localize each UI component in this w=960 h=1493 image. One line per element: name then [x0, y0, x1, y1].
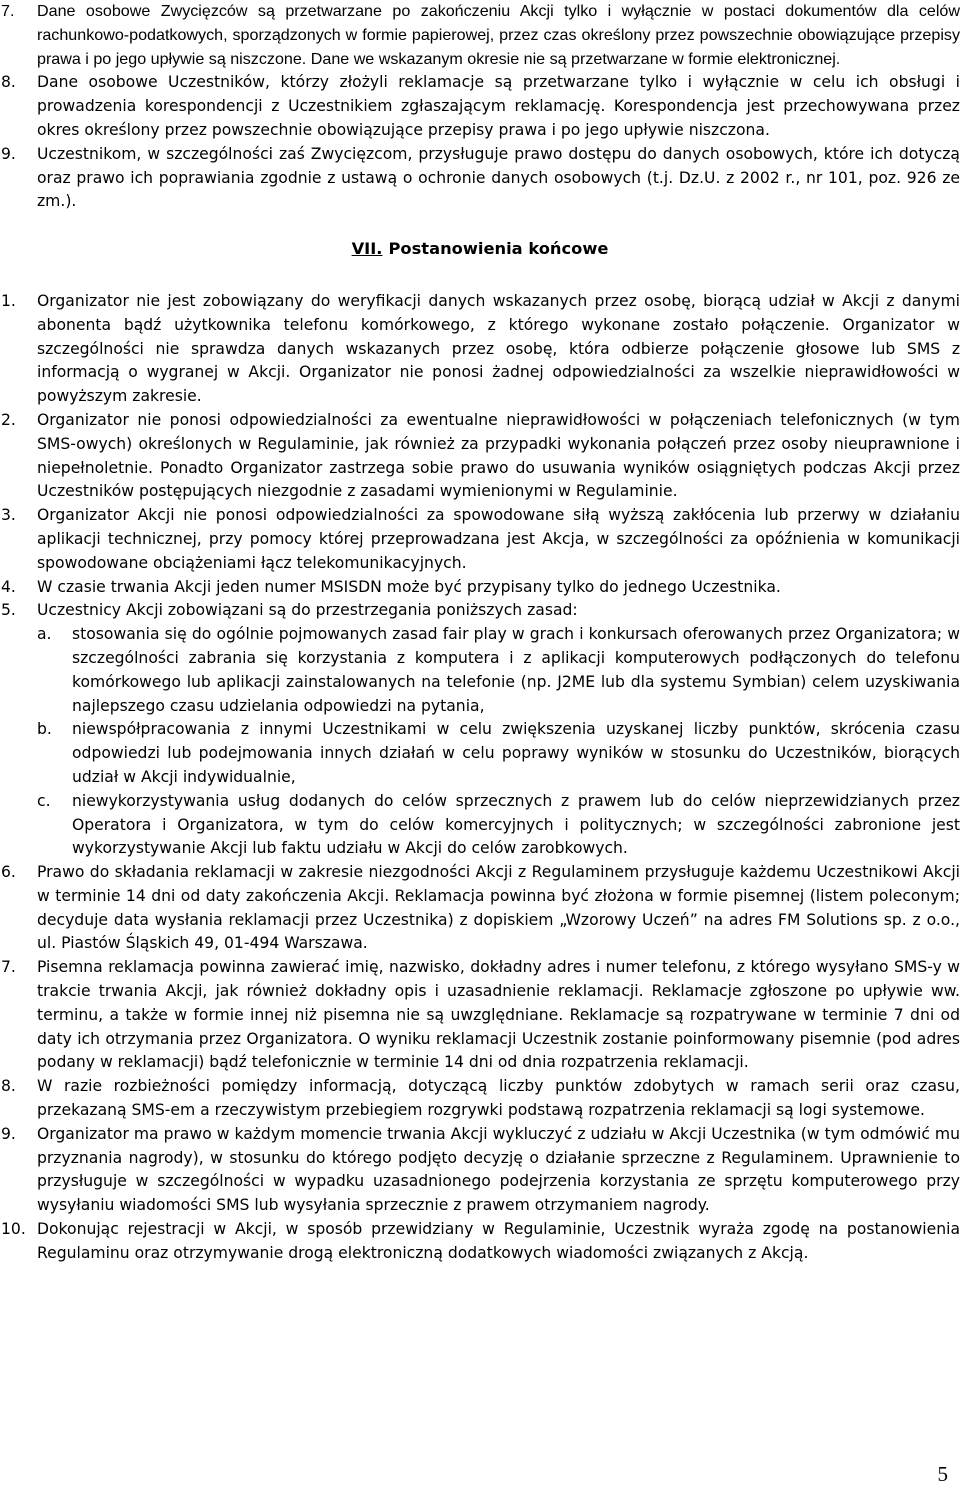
sub-item-text: stosowania się do ogólnie pojmowanych zasad fair play w grach i konkursach oferowanych przez Organizatora; w szczególności zabrania się korzystania z komputera i z aplikacji komputerowych podłączonych do telefonu komórkowego lub aplikacji zainstalowanych na telefonie (np. J2ME lub dla systemu Symbian) celem uzyskiwania najlepszego czasu udzielania odpowiedzi na pytania, [72, 625, 960, 715]
item-text: Organizator Akcji nie ponosi odpowiedzialności za spowodowane siłą wyższą zakłócenia lub przerwy w działaniu aplikacji technicznej, przy pomocy której przeprowadzana jest Akcja, w szczególności za opóźnienia w komunikacji spowodowane obciążeniami łącz telekomunikacyjnych. [37, 506, 960, 572]
item-text: Organizator ma prawo w każdym momencie trwania Akcji wykluczyć z udziału w Akcji Uczestnika (w tym odmówić mu przyznania nagrody), w stosunku do którego podjęto decyzję o działanie sprzeczne z Regulaminem. Uprawnienie to przysługuje w szczególności w wypadku uzasadnionego podejrzenia korzystania ze sprzętu komputerowego przy wysyłaniu wiadomości SMS lub wysyłania sprzecznie z prawem otrzymaniem nagrody. [37, 1124, 960, 1215]
sub-item-letter: c. [37, 791, 51, 810]
list-item [0, 576, 960, 600]
sub-item [37, 623, 960, 718]
item-text: Organizator nie jest zobowiązany do weryfikacji danych wskazanych przez osobę, biorącą udział w Akcji z danymi abonenta bądź użytkownika telefonu komórkowego, z którego wykonane zostało połączenie. Organizator w szczególności nie sprawdza danych wskazanych przez osobę, która odbierze połączenie głosowe lub SMS z informacją o wygranej w Akcji. Organizator nie ponosi żadnej odpowiedzialności za wszelkie nieprawidłowości w powyższym zakresie. [37, 291, 960, 406]
list-item [0, 143, 960, 214]
item-text: Uczestnicy Akcji zobowiązani są do przestrzegania poniższych zasad: [37, 601, 578, 620]
top-list [0, 0, 960, 214]
sub-item [37, 790, 960, 861]
item-number: 4. [1, 577, 16, 596]
list-item [0, 1075, 960, 1123]
item-number: 9. [1, 144, 16, 163]
final-provisions-list [0, 290, 960, 1266]
item-text: Prawo do składania reklamacji w zakresie niezgodności Akcji z Regulaminem przysługuje każdemu Uczestnikowi Akcji w terminie 14 dni od daty zakończenia Akcji. Reklamacja powinna być złożona w formie pisemnej (listem poleconym; decyduje data wysłania reklamacji przez Uczestnika) z dopiskiem „Wzorowy Uczeń” na adres FM Solutions sp. z o.o., ul. Piastów Śląskich 49, 01-494 Warszawa. [37, 863, 960, 953]
sub-item-letter: a. [37, 625, 52, 644]
item-number: 3. [1, 506, 16, 525]
list-item [0, 599, 960, 861]
item-number: 1. [1, 291, 16, 310]
item-text: W czasie trwania Akcji jeden numer MSISDN może być przypisany tylko do jednego Uczestnika. [37, 577, 781, 596]
item-number: 6. [1, 863, 16, 882]
list-item [0, 71, 960, 142]
item-number: 7. [1, 2, 15, 20]
item-number: 10. [1, 1220, 26, 1239]
list-item [0, 861, 960, 956]
item-number: 2. [1, 410, 16, 429]
item-text: Dane osobowe Zwycięzców są przetwarzane po zakończeniu Akcji tylko i wyłącznie w postaci dokumentów dla celów rachunkowo-podatkowych, sporządzonych w formie papierowej, przez czas określony przez powszechnie obowiązujące przepisy prawa i po jego upływie są niszczone. Dane we wskazanym okresie nie są przetwarzane w formie elektronicznej. [37, 2, 960, 68]
list-item [0, 409, 960, 504]
sub-item-text: niewspółpracowania z innymi Uczestnikami w celu zwiększenia uzyskanej liczby punktów, skrócenia czasu odpowiedzi lub podejmowania innych działań w celu poprawy wyników w stosunku do Uczestników, biorących udział w Akcji indywidualnie, [72, 720, 960, 786]
section-number: VII. [351, 239, 383, 259]
section-title: Postanowienia końcowe [388, 239, 609, 259]
item-number: 7. [1, 958, 16, 977]
section-heading [0, 237, 960, 261]
sub-item [37, 718, 960, 789]
list-item [0, 504, 960, 575]
item-text: Dokonując rejestracji w Akcji, w sposób przewidziany w Regulaminie, Uczestnik wyraża zgodę na postanowienia Regulaminu oraz otrzymywanie drogą elektroniczną dodatkowych wiadomości związanych z Akcją. [37, 1220, 960, 1262]
list-item [0, 1123, 960, 1218]
item-text: W razie rozbieżności pomiędzy informacją, dotyczącą liczby punktów zdobytych w ramach serii oraz czasu, przekazaną SMS-em a rzeczywistym przebiegiem rozgrywki podstawą rozpatrzenia reklamacji są logi systemowe. [37, 1077, 960, 1120]
item-number: 5. [1, 601, 16, 620]
item-text: Uczestnikom, w szczególności zaś Zwycięzcom, przysługuje prawo dostępu do danych osobowych, które ich dotyczą oraz prawo ich poprawiania zgodnie z ustawą o ochronie danych osobowych (t.j. Dz.U. z 2002 r., nr 101, poz. 926 ze zm.). [37, 144, 960, 211]
list-item [0, 1218, 960, 1266]
list-item [0, 0, 960, 71]
item-number: 9. [1, 1124, 16, 1143]
item-number: 8. [1, 1077, 16, 1096]
sub-item-text: niewykorzystywania usług dodanych do celów sprzecznych z prawem lub do celów nieprzewidzianych przez Operatora i Organizatora, w tym do celów komercyjnych i politycznych; w szczególności zabronione jest wykorzystywanie Akcji lub faktu udziału w Akcji do celów zarobkowych. [72, 791, 960, 858]
page-number: 5 [937, 1462, 948, 1486]
sub-item-letter: b. [37, 720, 52, 739]
list-item [0, 290, 960, 409]
list-item [0, 956, 960, 1075]
item-text: Dane osobowe Uczestników, którzy złożyli reklamacje są przetwarzane tylko i wyłącznie w celu ich obsługi i prowadzenia korespondencji z Uczestnikiem zgłaszającym reklamację. Korespondencja jest przechowywana przez okres określony przez powszechnie obowiązujące przepisy prawa i po jego upływie niszczona. [37, 73, 960, 139]
item-text: Organizator nie ponosi odpowiedzialności za ewentualne nieprawidłowości w połączeniach telefonicznych (w tym SMS-owych) określonych w Regulaminie, jak również za przypadki wykonania połączeń przez osoby nieuprawnione i niepełnoletnie. Ponadto Organizator zastrzega sobie prawo do usuwania wyników osiągniętych podczas Akcji przez Uczestników postępujących niezgodnie z zasadami wymienionymi w Regulaminie. [37, 410, 960, 501]
item-text: Pisemna reklamacja powinna zawierać imię, nazwisko, dokładny adres i numer telefonu, z którego wysyłano SMS-y w trakcie trwania Akcji, jak również dokładny opis i uzasadnienie reklamacji. Reklamacje zgłoszone po upływie ww. terminu, a także w formie innej niż pisemna nie są uwzględniane. Reklamacje są rozpatrywane w terminie 7 dni od daty ich otrzymania przez Organizatora. O wyniku reklamacji Uczestnik zostanie poinformowany pisemnie (pod adres podany w reklamacji) bądź telefonicznie w terminie 14 dni od dnia rozpatrzenia reklamacji. [37, 958, 960, 1072]
item-number: 8. [1, 73, 16, 92]
